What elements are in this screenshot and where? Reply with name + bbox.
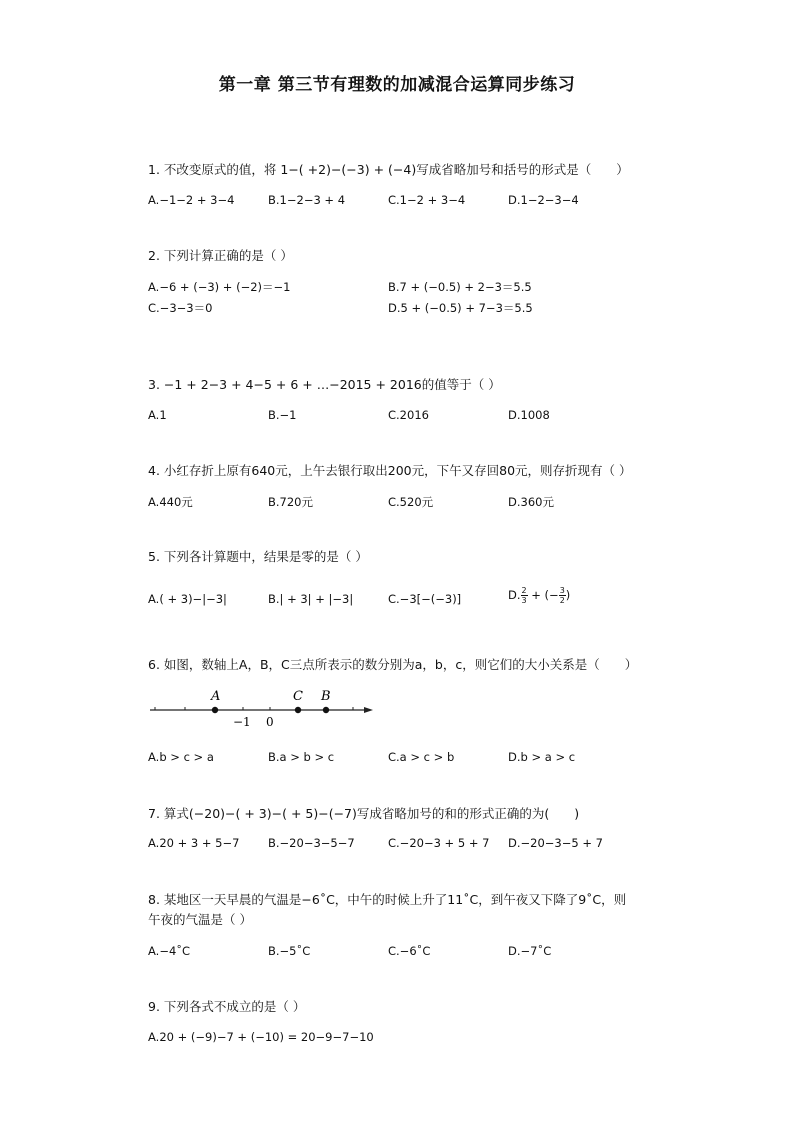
fraction-denominator: 2: [559, 596, 565, 605]
question-4-option-b: B.720元: [268, 495, 313, 509]
question-2-option-c: C.−3−3＝0: [148, 301, 213, 315]
question-2-option-a: A.−6 + (−3) + (−2)＝−1: [148, 280, 291, 294]
question-9-option-a: A.20 + (−9)−7 + (−10) = 20−9−7−10: [148, 1030, 374, 1044]
question-7-option-a: A.20 + 3 + 5−7: [148, 836, 240, 850]
fraction-numerator: 3: [559, 586, 565, 595]
option-d-label: D.: [508, 588, 521, 602]
question-2-option-b: B.7 + (−0.5) + 2−3＝5.5: [388, 280, 532, 294]
fraction-denominator: 3: [521, 596, 527, 605]
question-5-stem: 5. 下列各计算题中，结果是零的是（ ）: [148, 549, 368, 564]
point-c-label: C: [293, 689, 303, 704]
question-2-stem: 2. 下列计算正确的是（ ）: [148, 248, 293, 263]
point-a-dot: [212, 707, 218, 713]
page-title: 第一章 第三节有理数的加减混合运算同步练习: [218, 75, 576, 95]
question-1-stem: 1. 不改变原式的值，将 1−( +2)−(−3) + (−4)写成省略加号和括号的形式是（ ）: [148, 162, 629, 177]
question-7-option-b: B.−20−3−5−7: [268, 836, 355, 850]
question-8-stem-continued: 午夜的气温是（ ）: [148, 912, 252, 927]
question-3-option-c: C.2016: [388, 408, 429, 422]
question-3-option-a: A.1: [148, 408, 167, 422]
tick-label-zero: 0: [266, 715, 274, 729]
question-8-option-a: A.−4˚C: [148, 944, 191, 958]
fraction-three-halves: [559, 586, 566, 605]
question-9-stem: 9. 下列各式不成立的是（ ）: [148, 999, 306, 1014]
question-4-option-d: D.360元: [508, 495, 554, 509]
number-line-figure: [145, 683, 380, 731]
point-b-dot: [323, 707, 329, 713]
option-d-end: ): [565, 588, 571, 602]
option-d-mid: + (−: [527, 588, 559, 602]
question-6-option-a: A.b > c > a: [148, 750, 214, 764]
question-1-option-b: B.1−2−3 + 4: [268, 193, 346, 207]
question-5-option-b: B.| + 3| + |−3|: [268, 592, 354, 606]
question-4-option-c: C.520元: [388, 495, 434, 509]
fraction-numerator: 2: [521, 586, 527, 595]
fraction-two-thirds: [521, 586, 528, 605]
tick-label-minus-one: −1: [233, 715, 251, 729]
question-3-option-d: D.1008: [508, 408, 550, 422]
question-6-option-d: D.b > a > c: [508, 750, 576, 764]
question-7-option-d: D.−20−3−5 + 7: [508, 836, 603, 850]
question-6-stem: 6. 如图，数轴上A，B，C三点所表示的数分别为a，b，c，则它们的大小关系是（ ）: [148, 657, 638, 672]
question-4-stem: 4. 小红存折上原有640元，上午去银行取出200元，下午又存回80元，则存折现有（ ）: [148, 463, 632, 478]
point-a-label: A: [211, 689, 221, 704]
question-8-option-b: B.−5˚C: [268, 944, 311, 958]
question-5-option-a: A.( + 3)−|−3|: [148, 592, 227, 606]
point-b-label: B: [321, 689, 331, 704]
question-1-option-c: C.1−2 + 3−4: [388, 193, 466, 207]
question-7-stem: 7. 算式(−20)−( + 3)−( + 5)−(−7)写成省略加号的和的形式正确的为( ): [148, 806, 580, 821]
question-3-stem: 3. −1 + 2−3 + 4−5 + 6 + …−2015 + 2016的值等于（ ）: [148, 377, 501, 392]
question-2-option-d: D.5 + (−0.5) + 7−3＝5.5: [388, 301, 533, 315]
question-4-option-a: A.440元: [148, 495, 193, 509]
question-1-option-a: A.−1−2 + 3−4: [148, 193, 235, 207]
number-line-arrow: [364, 707, 373, 713]
question-8-option-d: D.−7˚C: [508, 944, 552, 958]
question-5-option-d: [508, 586, 570, 605]
point-c-dot: [295, 707, 301, 713]
question-6-option-b: B.a > b > c: [268, 750, 335, 764]
question-5-option-c: C.−3[−(−3)]: [388, 592, 462, 606]
question-3-option-b: B.−1: [268, 408, 297, 422]
question-7-option-c: C.−20−3 + 5 + 7: [388, 836, 490, 850]
question-1-option-d: D.1−2−3−4: [508, 193, 579, 207]
question-6-option-c: C.a > c > b: [388, 750, 455, 764]
question-8-stem: 8. 某地区一天早晨的气温是−6˚C，中午的时候上升了11˚C，到午夜又下降了9˚C，则: [148, 892, 627, 907]
question-8-option-c: C.−6˚C: [388, 944, 431, 958]
